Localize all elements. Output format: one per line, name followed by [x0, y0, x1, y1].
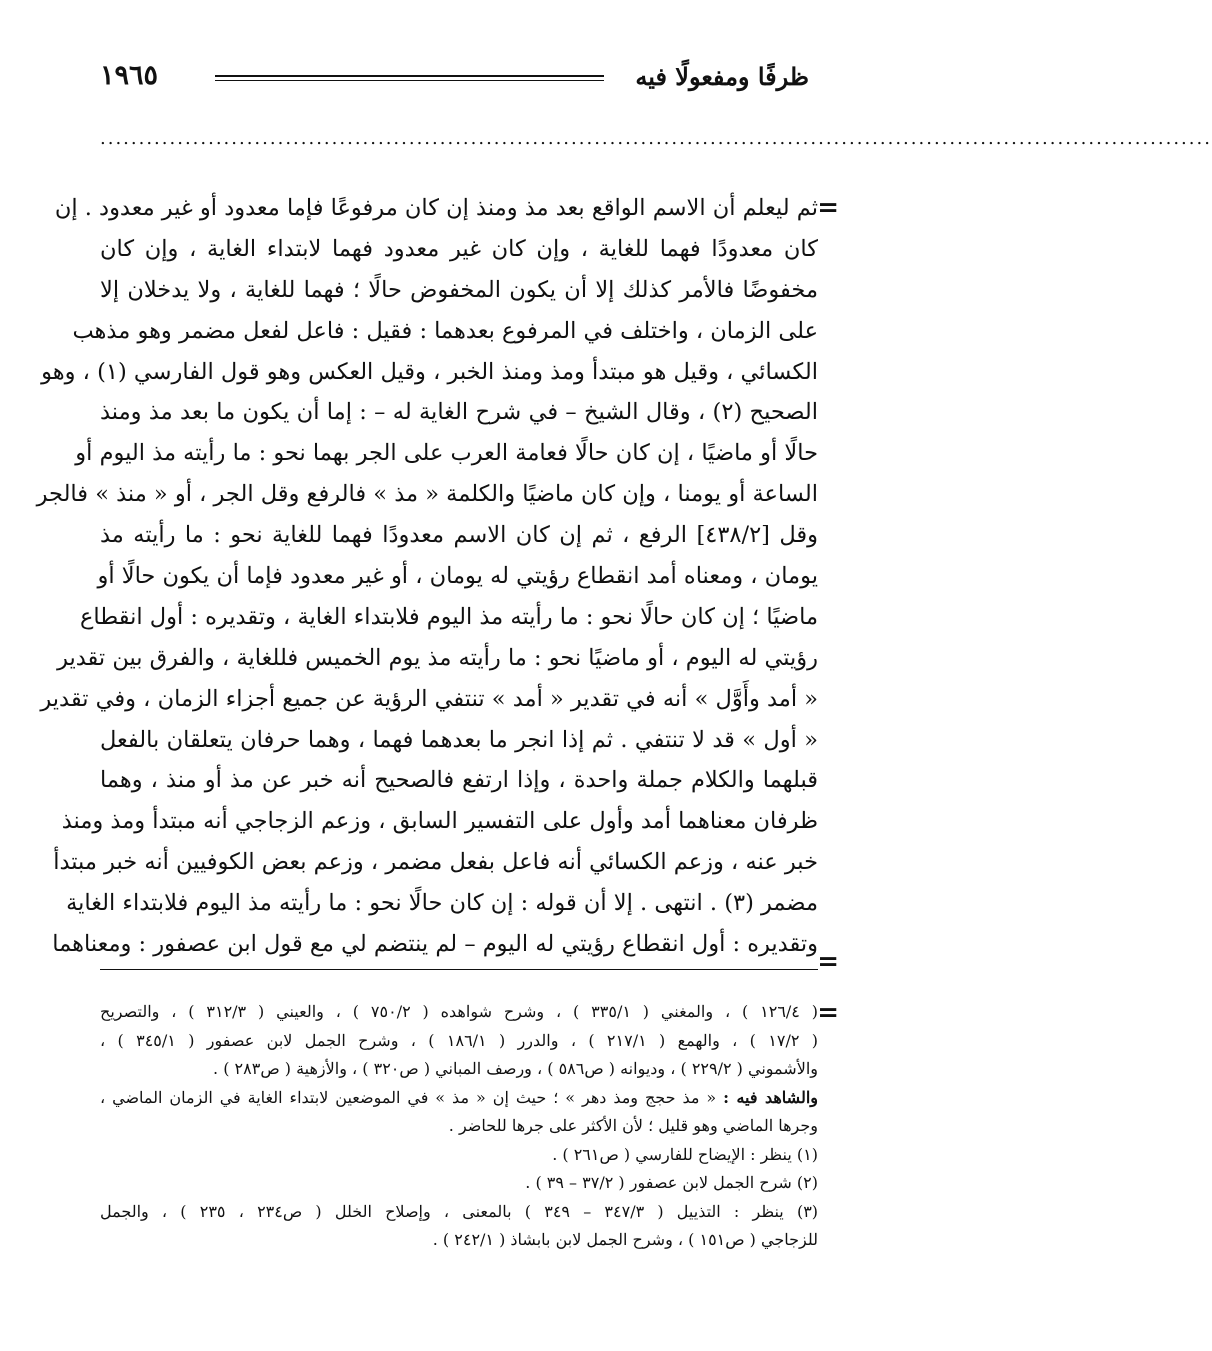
text-line: « أول » قد لا تنتفي . ثم إذا انجر ما بعدهما فهما ، وهما حرفان يتعلقان بالفعل [100, 726, 818, 753]
text-line: كان معدودًا فهما للغاية ، وإن كان غير معدود فهما لابتداء الغاية ، وإن كان [100, 235, 818, 262]
text-line: قبلهما والكلام جملة واحدة ، وإذا ارتفع فالصحيح أنه خبر عن مذ أو منذ ، وهما [100, 767, 818, 794]
note-bold-prefix: والشاهد فيه : [723, 1087, 818, 1107]
footnote-2: (٢) شرح الجمل لابن عصفور ( ٣٧/٢ – ٣٩ ) . [525, 1173, 818, 1192]
running-header [100, 60, 809, 104]
continuation-mark-top: = [817, 193, 839, 223]
body-bottom-rule [100, 969, 818, 970]
text-line: وتقديره : أول انقطاع رؤيتي له اليوم – لم ينتضم لي مع قول ابن عصفور : ومعناهما [52, 931, 818, 958]
text-line: الصحيح (٢) ، وقال الشيخ – في شرح الغاية له – : إما أن يكون ما بعد مذ ومنذ [100, 399, 818, 426]
note-line: والأشموني ( ٢٢٩/٢ ) ، وديوانه ( ص٥٨٦ ) ، ورصف المباني ( ص٣٢٠ ) ، والأزهية ( ص٢٨٣ ) . [213, 1059, 818, 1078]
text-line: ظرفان معناهما أمد وأول على التفسير السابق ، وزعم الزجاجي أنه مبتدأ ومذ ومنذ [61, 808, 818, 835]
text-line: ثم ليعلم أن الاسم الواقع بعد مذ ومنذ إن كان مرفوعًا فإما معدود أو غير معدود . إن [54, 195, 818, 221]
text-line: رؤيتي له اليوم ، أو ماضيًا نحو : ما رأيته مذ يوم الخميس فللغاية ، والفرق بين تقدير [57, 644, 818, 671]
note-line: والشاهد فيه : « مذ حجج ومذ دهر » ؛ حيث إن « مذ » في الموضعين لابتداء الغاية في الزمان الماضي ، [100, 1087, 818, 1107]
text-line: الساعة أو يومنا ، وإن كان ماضيًا والكلمة « مذ » فالرفع وقل الجر ، أو « منذ » فالجر [36, 481, 818, 508]
chapter-title: ظرفًا ومفعولًا فيه [635, 62, 809, 91]
text-line: مخفوضًا فالأمر كذلك إلا أن يكون المخفوض حالًا ؛ فهما للغاية ، ولا يدخلان إلا [100, 276, 818, 303]
footnotes [100, 998, 818, 1255]
continuation-mark-body-end: = [817, 947, 839, 977]
note-line: وجرها الماضي وهو قليل ؛ لأن الأكثر على جرها للحاضر . [448, 1116, 818, 1135]
continuation-mark-notes: = [817, 998, 839, 1028]
text-line: حالًا أو ماضيًا ، إن كان حالًا فعامة العرب على الجر بهما نحو : ما رأيته مذ اليوم أو [75, 440, 818, 467]
text-line: يومان ، ومعناه أمد انقطاع رؤيتي له يومان ، أو غير معدود فإما أن يكون حالًا أو [97, 563, 818, 590]
dotted-line: ................................................................................................................................................ [100, 128, 1212, 149]
page-number: ١٩٦٥ [100, 60, 159, 91]
text-line: مضمر (٣) . انتهى . إلا أن قوله : إن كان حالًا نحو : ما رأيته مذ اليوم فلابتداء الغاية [66, 890, 818, 917]
text-line: « أمد وأَوَّل » أنه في تقدير « أمد » تنتفي الرؤية عن جميع أجزاء الزمان ، وفي تقدير [40, 685, 818, 712]
footnote-3-cont: للزجاجي ( ص١٥١ ) ، وشرح الجمل لابن بابشاذ ( ٢٤٢/١ ) . [432, 1230, 818, 1249]
text-line: وقل [٤٣٨/٢] الرفع ، ثم إن كان الاسم معدودًا فهما للغاية نحو : ما رأيته مذ [100, 522, 819, 549]
text-line: على الزمان ، واختلف في المرفوع بعدهما : فقيل : فاعل لفعل مضمر وهو مذهب [72, 317, 818, 344]
note-line: ( ١٢٦/٤ ) ، والمغني ( ٣٣٥/١ ) ، وشرح شواهده ( ٧٥٠/٢ ) ، والعيني ( ٣١٢/٣ ) ، والتصريح [100, 1002, 819, 1021]
footnote-1: (١) ينظر : الإيضاح للفارسي ( ص٢٦١ ) . [552, 1144, 818, 1164]
text-line: خبر عنه ، وزعم الكسائي أنه فاعل بفعل مضمر ، وزعم بعض الكوفيين أنه خبر مبتدأ [53, 849, 818, 876]
text-line: الكسائي ، وقيل هو مبتدأ ومذ ومنذ الخبر ، وقيل العكس وهو قول الفارسي (١) ، وهو [41, 358, 818, 385]
main-text [36, 188, 819, 970]
header-rule [215, 75, 604, 81]
note-line: ( ١٧/٢ ) ، والهمع ( ٢١٧/١ ) ، والدرر ( ١٨٦/١ ) ، وشرح الجمل لابن عصفور ( ٣٤٥/١ ) ، [100, 1030, 819, 1050]
footnote-3: (٣) ينظر : التذييل ( ٣٤٧/٣ – ٣٤٩ ) بالمعنى ، وإصلاح الخلل ( ص٢٣٤ ، ٢٣٥ ) ، والجمل [100, 1201, 819, 1221]
text-line: ماضيًا ؛ إن كان حالًا نحو : ما رأيته مذ اليوم فلابتداء الغاية ، وتقديره : أول انقطاع [79, 603, 818, 630]
